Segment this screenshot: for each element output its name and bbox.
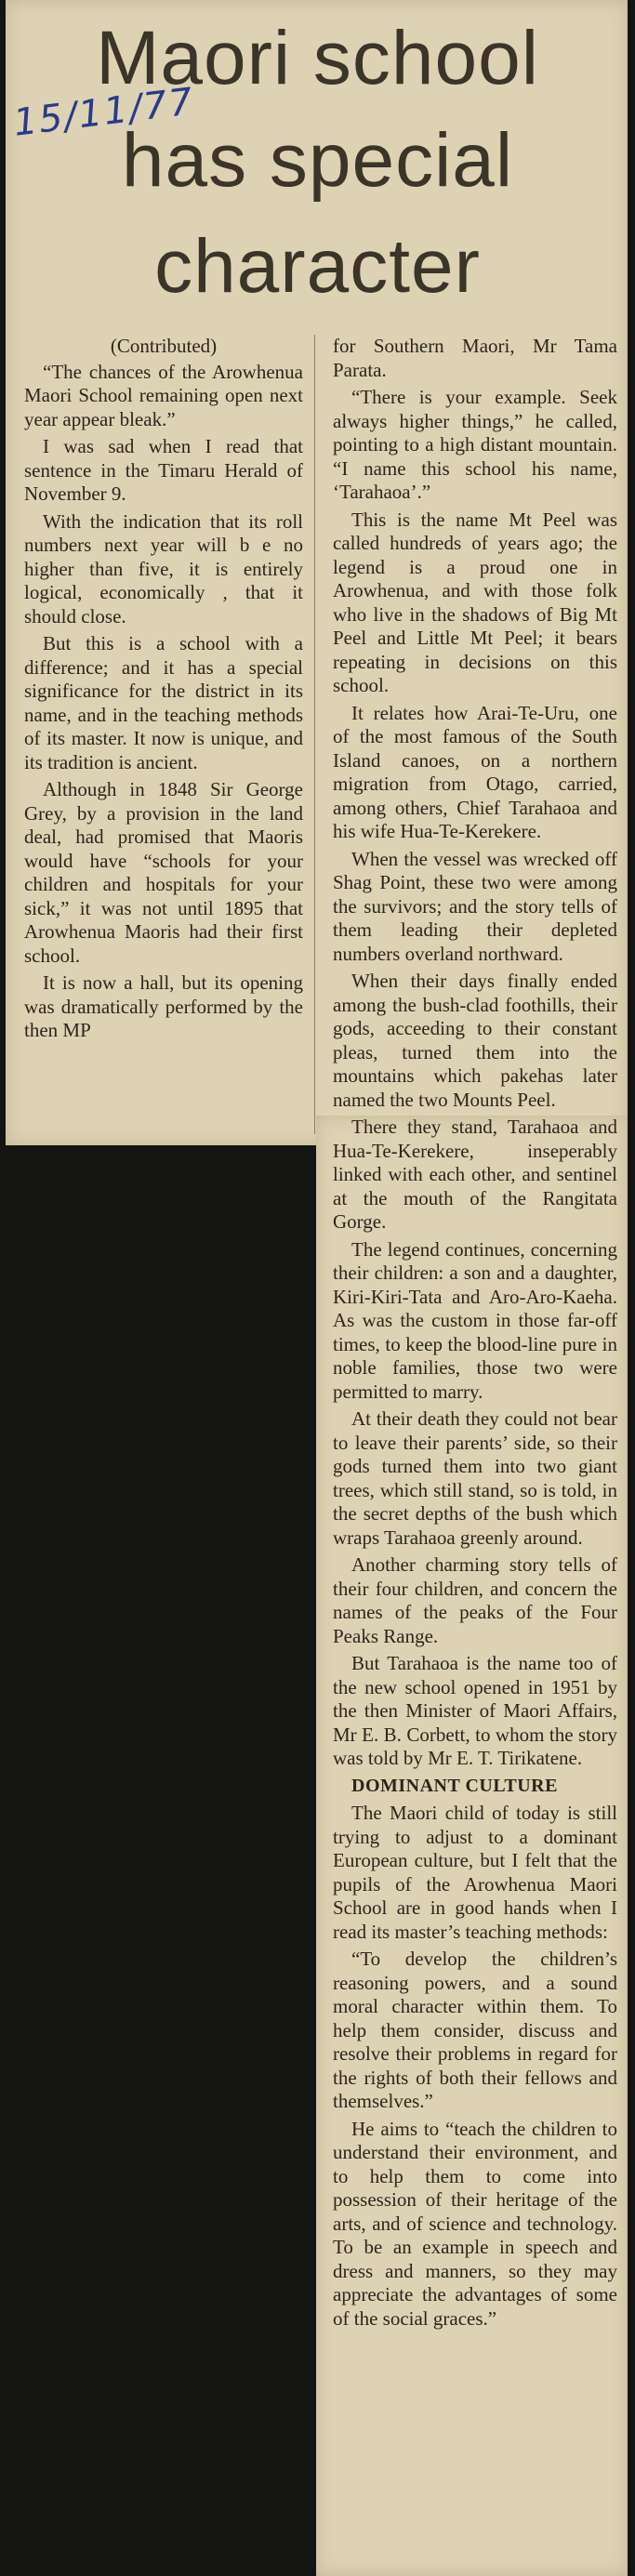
paragraph: Although in 1848 Sir George Grey, by a provision in the land deal, had promised that Maoris would have “schools for your children and hospitals for your sick,” it was not until 1895 that Arowhenua Maoris had their first school.: [24, 778, 303, 967]
paragraph: With the indication that its roll numbers next year will b e no higher than five, it is entirely logical, economically , that it should close.: [24, 509, 303, 627]
paragraph: At their death they could not bear to leave their parents’ side, so their gods turned them into two giant trees, which still stand, so is told, in the secret depths of the bush which wraps Tarahaoa greenly around.: [333, 1407, 617, 1549]
subheading: DOMINANT CULTURE: [351, 1775, 558, 1796]
paragraph: He aims to “teach the children to understand their environment, and to help them to come into possession of their heritage of the arts, and of science and technology. To be an example in speech and dress and manners, so they may appreciate the advantages of some of the social graces.”: [333, 2117, 617, 2330]
article-left-column: [24, 335, 303, 1047]
paragraph: But this is a school with a difference; and it has a special significance for the district in its name, and in the teaching methods of its master. It now is unique, and its tradition is ancient.: [24, 632, 303, 773]
headline-line-2: has special: [121, 118, 514, 203]
paragraph: It relates how Arai-Te-Uru, one of the most famous of the South Island canoes, on a northern migration from Otago, carried, among others, Chief Tarahaoa and his wife Hua-Te-Kerekere.: [333, 701, 617, 842]
paragraph: “There is your example. Seek always higher things,” he called, pointing to a high distant mountain. “I name this school his name, ‘Tarahaoa’.”: [333, 386, 617, 503]
headline-line-1: Maori school: [96, 16, 539, 100]
paragraph: When the vessel was wrecked off Shag Point, these two were among the survivors; and the story tells of them leading their depleted numbers overland northward.: [333, 847, 617, 965]
paragraph: There they stand, Tarahaoa and Hua-Te-Kerekere, inseperably linked with each other, and sentinel at the mouth of the Rangitata Gorge.: [333, 1116, 617, 1233]
article-right-column: [333, 335, 617, 2334]
paragraph: “To develop the children’s reasoning powers, and a sound moral character within them. To help them consider, discuss and resolve their problems in regard for the rights of both their fellows and themselves.”: [333, 1948, 617, 2112]
paragraph: The legend continues, concerning their children: a son and a daughter, Kiri-Kiri-Tata and Aro-Aro-Kaeha. As was the custom in those far-off times, to keep the blood-line pure in noble families, those two were permitted to marry.: [333, 1237, 617, 1403]
byline: (Contributed): [110, 335, 218, 357]
paragraph: The Maori child of today is still trying to adjust to a dominant European culture, but I felt that the pupils of the Arowhenua Maori School are in good hands when I read its master’s teaching methods:: [333, 1802, 617, 1943]
paragraph: Another charming story tells of their four children, and concern the names of the peaks of the Four Peaks Range.: [333, 1553, 617, 1647]
paragraph: But Tarahaoa is the name too of the new school opened in 1951 by the then Minister of Maori Affairs, Mr E. B. Corbett, to whom the story was told by Mr E. T. Tirikatene.: [333, 1652, 617, 1769]
paragraph: This is the name Mt Peel was called hundreds of years ago; the legend is a proud one in Arowhenua, and with those folk who live in the shadows of Big Mt Peel and Little Mt Peel; it bears repeating in decisions on this school.: [333, 508, 617, 696]
paragraph-continued: for Southern Maori, Mr Tama Parata.: [333, 335, 617, 381]
headline-line-3: character: [154, 224, 481, 309]
paragraph: It is now a hall, but its opening was dramatically performed by the then MP: [24, 971, 303, 1041]
paragraph: When their days finally ended among the bush-clad foothills, their gods, acceeding to their constant pleas, turned them into the mountains which pakehas later named the two Mounts Peel.: [333, 970, 617, 1111]
handwritten-date: 15/11/77: [10, 80, 197, 145]
column-divider: [314, 335, 315, 1134]
paragraph: I was sad when I read that sentence in the Timaru Herald of November 9.: [24, 435, 303, 505]
paragraph: “The chances of the Arowhenua Maori School remaining open next year appear bleak.”: [24, 360, 303, 430]
